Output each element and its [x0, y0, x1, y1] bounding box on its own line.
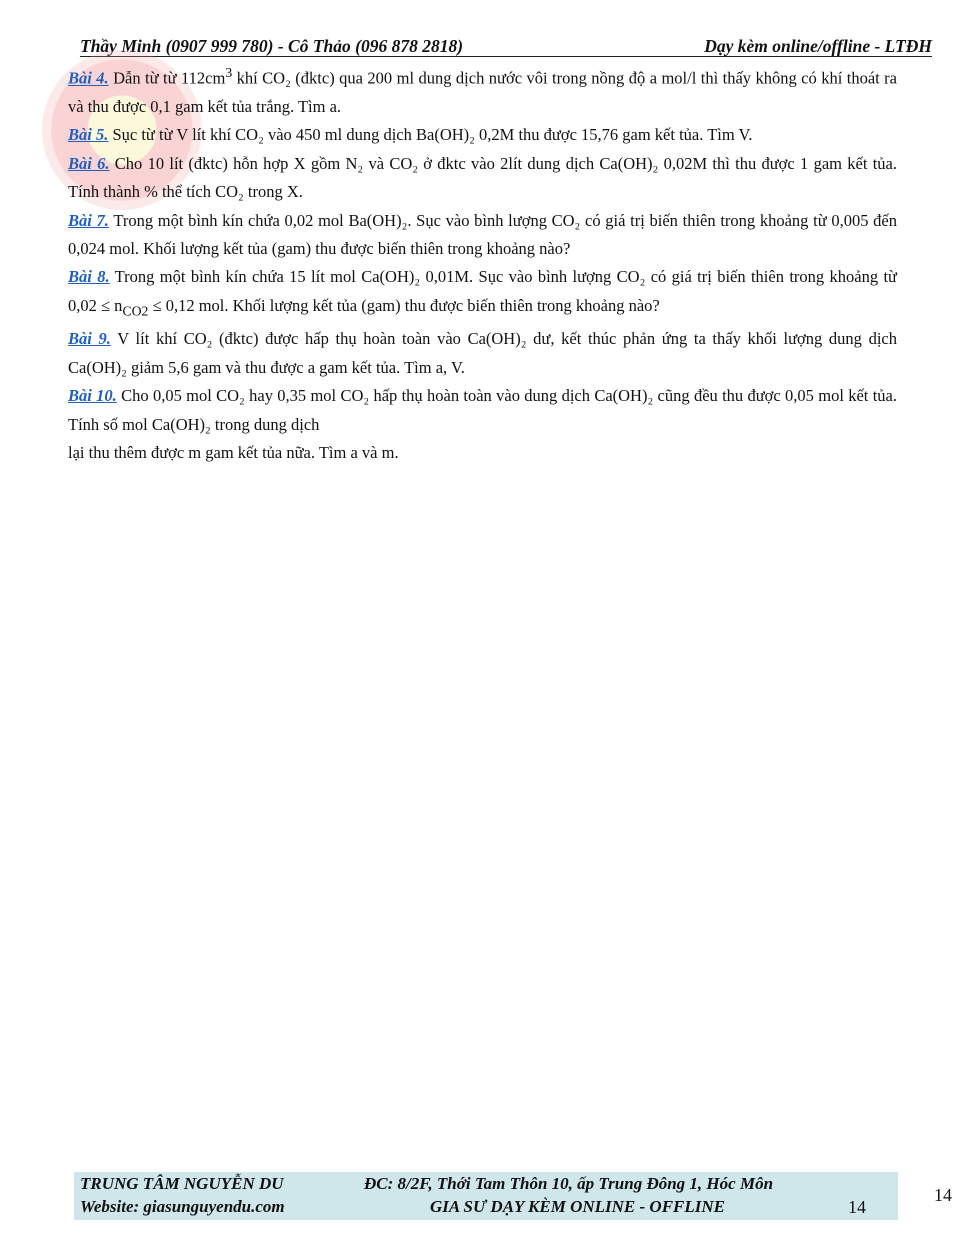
footer-slogan: GIA SƯ DẠY KÈM ONLINE - OFFLINE — [430, 1197, 725, 1216]
header-contact: Thầy Minh (0907 999 780) - Cô Thảo (096 878 2818) — [80, 36, 464, 56]
problem-4: Bài 4. Dẫn từ từ $112cm^3$ khí CO₂ (đktc) qua 200 ml dung dịch nước vôi trong nồng độ a mol/l thì thấy không có khí thoát ra và thu được 0,1 gam kết tủa trắng. Tìm a. — [68, 65, 897, 116]
problem-list — [68, 59, 897, 467]
problem-label: Bài 5. — [68, 125, 109, 145]
problem-10: Bài 10. Cho 0,05 mol CO₂ hay 0,35 mol CO₂ hấp thụ hoàn toàn vào dung dịch Ca(OH)₂ cũng đều thu được 0,05 mol kết tủa. Tính số mol Ca(OH)₂ trong dung dịch — [68, 386, 897, 434]
header-tagline: Dạy kèm online/offline - LTĐH — [704, 36, 932, 56]
problem-7: Bài 7. Trong một bình kín chứa 0,02 mol Ba(OH)₂. Sục vào bình lượng CO₂ có giá trị biến thiên trong khoảng từ 0,005 đến 0,024 mol. Khối lượng kết tủa (gam) thu được biến thiên trong khoảng nào? — [68, 210, 897, 258]
problem-5: Bài 5. Sục từ từ V lít khí CO₂ vào 450 ml dung dịch Ba(OH)₂ 0,2M thu được 15,76 gam kết tủa. Tìm V. — [68, 125, 753, 145]
problem-label: Bài 9. — [68, 329, 111, 349]
problem-label: Bài 6. — [68, 153, 110, 173]
footer-website: Website: giasunguyendu.com — [80, 1197, 285, 1216]
page-footer — [74, 1172, 898, 1220]
problem-9: Bài 9. V lít khí CO₂ (đktc) được hấp thụ hoàn toàn vào Ca(OH)₂ dư, kết thúc phản ứng ta thấy khối lượng dung dịch Ca(OH)₂ giảm 5,6 gam và thu được a gam kết tủa. Tìm a, V. — [68, 329, 898, 377]
problem-label: Bài 7. — [68, 210, 109, 230]
footer-page-number: 14 — [848, 1197, 866, 1217]
footer-address: ĐC: 8/2F, Thới Tam Thôn 10, ấp Trung Đông 1, Hóc Môn — [364, 1174, 774, 1193]
problem-label: Bài 10. — [68, 386, 117, 406]
page-header — [80, 36, 932, 57]
page-number: 14 — [934, 1185, 952, 1205]
trailing-text: lại thu thêm được m gam kết tủa nữa. Tìm a và m. — [68, 443, 399, 463]
problem-6: Bài 6. Cho 10 lít (đktc) hỗn hợp X gồm N₂ và CO₂ ở đktc vào 2lít dung dịch Ca(OH)₂ 0,02M thì thu được 1 gam kết tủa. Tính thành % thể tích CO₂ trong X. — [68, 153, 897, 202]
problem-label: Bài 8. — [68, 267, 110, 287]
footer-center-name: TRUNG TÂM NGUYỄN DU — [80, 1174, 284, 1193]
problem-label: Bài 4. — [68, 68, 109, 88]
problem-8: Bài 8. Trong một bình kín chứa 15 lít mol Ca(OH)₂ 0,01M. Sục vào bình lượng CO₂ có giá trị biến thiên trong khoảng từ $0,02 \le n_{CO2} \le 0,12$ mol. Khối lượng kết tủa (gam) thu được biến thiên trong khoảng nào? — [68, 267, 897, 319]
